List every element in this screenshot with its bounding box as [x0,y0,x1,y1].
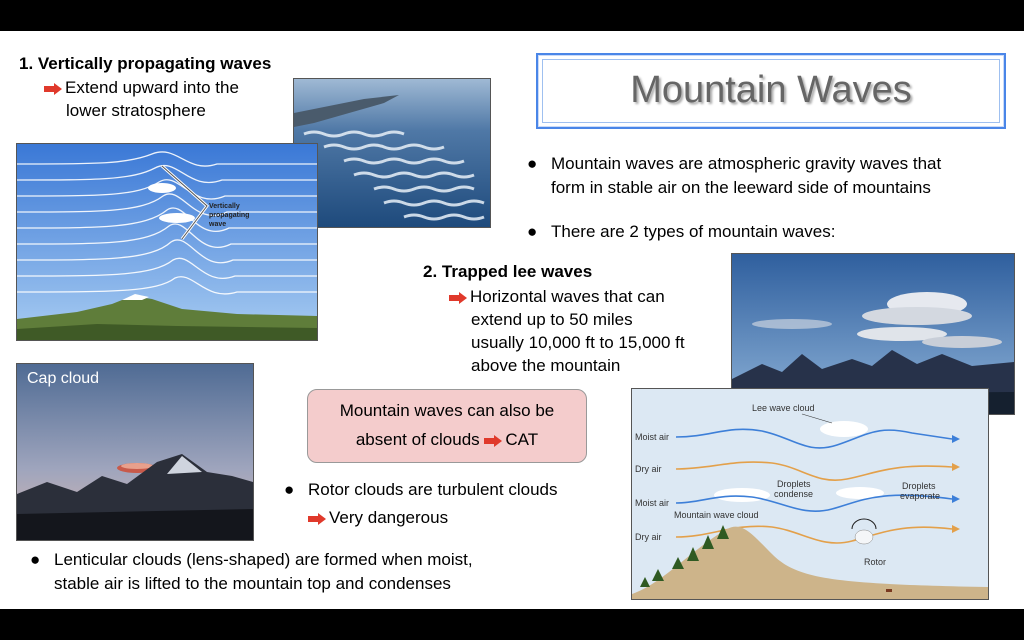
diagram2-droplets-evaporate-2: evaporate [900,491,941,501]
section1-line1: Extend upward into the [65,78,239,97]
cap-cloud-photo [16,363,254,541]
bullet-definition-line1: Mountain waves are atmospheric gravity waves that [551,154,942,173]
rotor-line1: Rotor clouds are turbulent clouds [308,480,558,499]
section2-text [449,285,685,377]
diagram2-rotor: Rotor [864,557,887,567]
red-arrow-icon [308,513,326,525]
section2-line2: extend up to 50 miles [471,310,633,329]
cap-cloud-label: Cap cloud [27,370,100,387]
red-arrow-icon [449,292,467,304]
diagram2-droplets-evaporate-1: Droplets [902,481,936,491]
diagram1-label-2: propagating [209,212,250,219]
bullet-definition-line2: form in stable air on the leeward side of mountains [551,178,931,197]
diagram2-moist-air-2: Moist air [635,498,670,508]
section1-text [44,76,239,122]
diagram1-label-1: Vertically [209,203,240,210]
rotor-danger [308,506,448,529]
lenticular-line2: stable air is lifted to the mountain top and condenses [54,574,451,593]
section2-line4: above the mountain [471,356,621,375]
callout-line1: Mountain waves can also be [339,401,555,420]
vertical-wave-diagram [16,143,318,341]
section1-line2: lower stratosphere [66,101,206,120]
lenticular-line1: Lenticular clouds (lens-shaped) are formed when moist, [54,550,473,569]
rotor-line2: Very dangerous [329,508,449,527]
diagram2-lee-wave-cloud: Lee wave cloud [752,403,815,413]
section1-heading: 1. Vertically propagating waves [19,54,272,73]
bullet-types: ● There are 2 types of mountain waves: [527,222,836,241]
diagram2-mountain-wave-cloud: Mountain wave cloud [674,510,759,520]
callout-box [307,389,587,463]
diagram2-moist-air-1: Moist air [635,432,670,442]
bullet-types-text: There are 2 types of mountain waves: [551,222,836,241]
lee-wave-diagram [631,388,989,600]
slide [0,31,1024,609]
section2-line1: Horizontal waves that can [470,287,665,306]
title-box [536,53,1006,129]
diagram1-label-3: wave [209,221,227,228]
diagram2-dry-air-1: Dry air [635,464,662,474]
diagram2-dry-air-2: Dry air [635,532,662,542]
diagram2-droplets-condense-2: condense [774,489,814,499]
bullet-rotor: ● Rotor clouds are turbulent clouds [284,480,558,499]
bullet-definition: ● Mountain waves are atmospheric gravity waves that form in stable air on the leeward side of mountains [527,154,942,197]
callout-line2-post: CAT [505,430,539,449]
page-title: Mountain Waves [630,69,912,111]
callout-line2-pre: absent of clouds [355,430,480,449]
red-arrow-icon [44,83,62,95]
section2-line3: usually 10,000 ft to 15,000 ft [471,333,685,352]
red-arrow-icon [484,435,502,447]
diagram2-droplets-condense-1: Droplets [777,479,811,489]
section2-heading: 2. Trapped lee waves [423,262,593,281]
bullet-lenticular: ● Lenticular clouds (lens-shaped) are formed when moist, stable air is lifted to the mountain top and condenses [30,550,473,593]
airplane-wing-photo [293,78,491,228]
